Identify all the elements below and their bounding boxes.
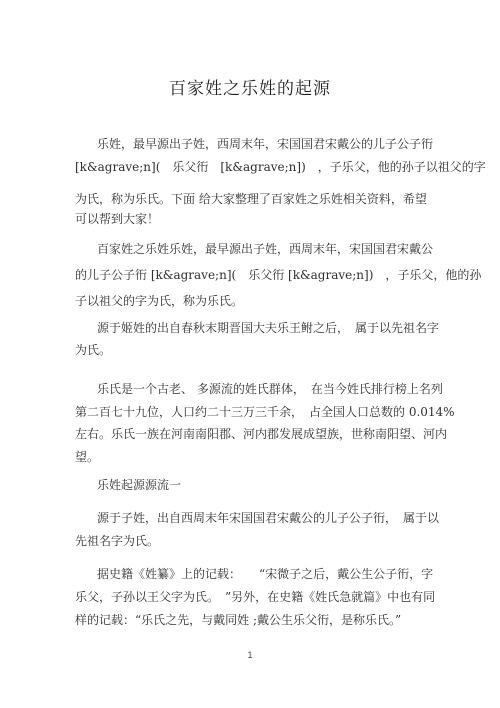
paragraph-line: 先祖名字为氏。 [75, 534, 160, 548]
paragraph-line: 望。 [75, 450, 100, 464]
paragraph-line: 乐氏是一个古老、 多源流的姓氏群体， 在当今姓氏排行榜上名列 [97, 382, 443, 396]
paragraph-line: 左右。乐氏一族在河南南阳郡、河内郡发展成望族，世称南阳望、河内 [75, 427, 448, 441]
page-number: 1 [247, 650, 253, 660]
section-heading: 乐姓起源源流一 [97, 478, 182, 492]
paragraph-line: 百家姓之乐姓乐姓，最早源出子姓，西周末年，宋国国君宋戴公 [97, 242, 434, 256]
paragraph-line: 样的记载：“乐氏之先，与戴同姓 ;戴公生乐父衎，是称乐氏。” [75, 613, 402, 627]
paragraph-line: 为氏。 [75, 343, 112, 357]
paragraph-line: 乐姓，最早源出子姓，西周末年，宋国国君宋戴公的儿子公子衎 [97, 137, 434, 151]
paragraph-line: [k&agrave;n]( 乐父衎 [k&agrave;n]) ，子乐父，他的孙子以祖父的字 [75, 160, 486, 174]
paragraph-line: 子以祖父的字为氏，称为乐氏。 [75, 294, 244, 308]
paragraph-line: 源于子姓，出自西周末年宋国国君宋戴公的儿子公子衎， 属于以 [97, 511, 440, 525]
paragraph-line: 源于姬姓的出自春秋末期晋国大夫乐王鲋之后， 属于以先祖名字 [97, 321, 440, 335]
paragraph-line: 为氏，称为乐氏。下面 给大家整理了百家姓之乐姓相关资料，希望 [75, 192, 427, 206]
paragraph-line: 乐父，子孙以王父字为氏。 ”另外，在史籍《姓氏急就篇》中也有同 [75, 590, 436, 604]
paragraph-line: 可以帮到大家！ [75, 212, 160, 226]
paragraph-line: 第二百七十九位，人口约二十三万三千余， 占全国人口总数的 0.014% [75, 405, 455, 419]
paragraph-line: 据史籍《姓纂》上的记载： “宋微子之后，戴公生公子衎，字 [97, 567, 434, 581]
page-title: 百家姓之乐姓的起源 [169, 79, 331, 99]
paragraph-line: 的儿子公子衎 [k&agrave;n]( 乐父衎 [k&agrave;n]) ，子乐父，他的孙 [75, 268, 482, 282]
